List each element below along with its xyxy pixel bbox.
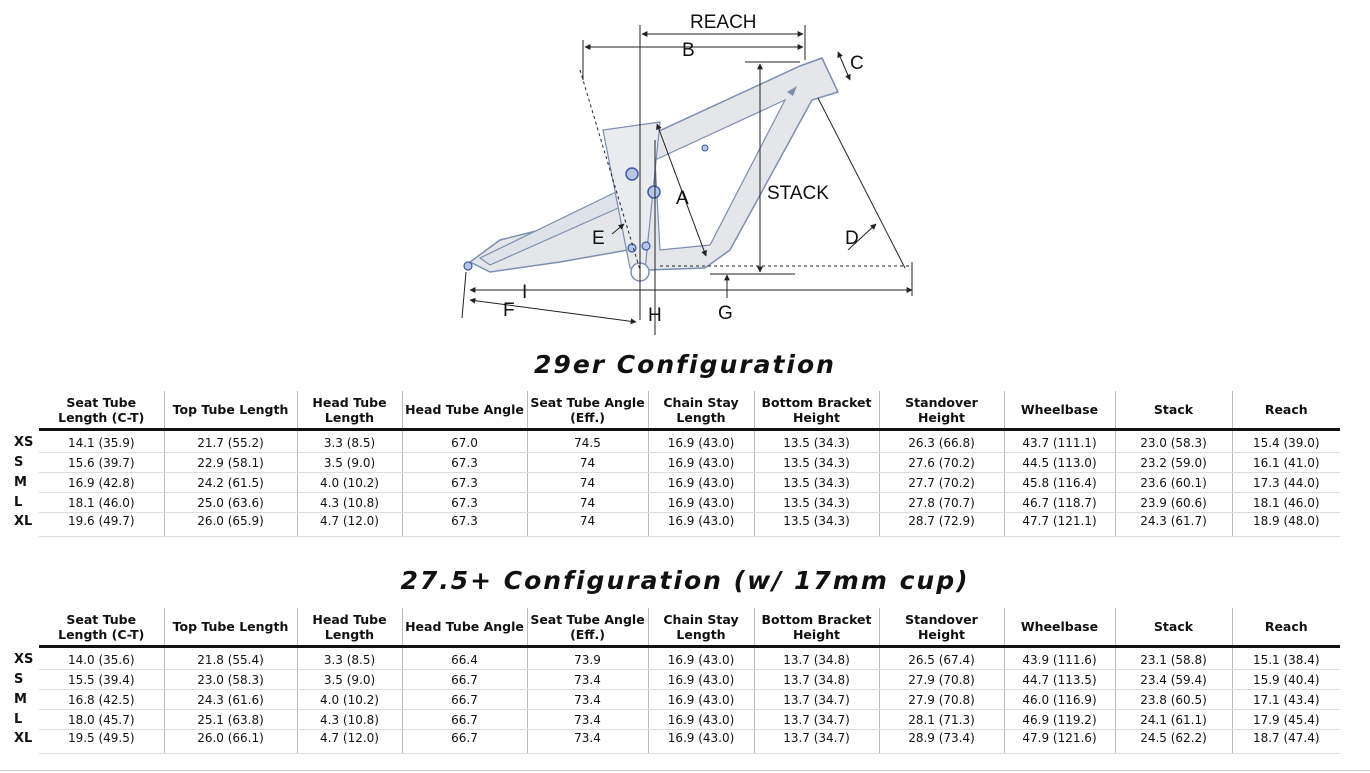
table-cell: 74 [527, 493, 648, 513]
table-cell: 67.0 [402, 430, 527, 453]
size-label: S [14, 672, 24, 687]
table-cell: 22.9 (58.1) [164, 453, 297, 473]
table-cell: 13.5 (34.3) [754, 473, 879, 493]
table-cell: 15.1 (38.4) [1232, 647, 1340, 670]
table-cell: 13.5 (34.3) [754, 430, 879, 453]
table-cell: 27.8 (70.7) [879, 493, 1004, 513]
table-cell: 46.9 (119.2) [1004, 710, 1115, 730]
table-cell: 26.0 (65.9) [164, 513, 297, 537]
config-title-29er: 29er Configuration [534, 350, 836, 379]
table-cell: 16.9 (43.0) [648, 730, 754, 754]
table-cell: 16.9 (43.0) [648, 670, 754, 690]
table-row [10, 690, 1340, 710]
col-header: Stack [1115, 608, 1232, 647]
table-cell: 4.3 (10.8) [297, 710, 402, 730]
table-cell: 16.9 (42.8) [39, 473, 164, 493]
table-cell: 23.8 (60.5) [1115, 690, 1232, 710]
table-cell: 16.9 (43.0) [648, 430, 754, 453]
table-cell: 13.7 (34.7) [754, 690, 879, 710]
table-cell: 67.3 [402, 493, 527, 513]
table-cell: 13.7 (34.8) [754, 647, 879, 670]
col-header: Stack [1115, 391, 1232, 430]
table-cell: 43.9 (111.6) [1004, 647, 1115, 670]
table-cell: 13.7 (34.7) [754, 730, 879, 754]
table-cell: 66.7 [402, 670, 527, 690]
size-label: XL [14, 513, 33, 529]
label-h: H [648, 305, 662, 326]
table-cell: 16.9 (43.0) [648, 647, 754, 670]
table-cell: 16.9 (43.0) [648, 493, 754, 513]
table-cell: 25.1 (63.8) [164, 710, 297, 730]
table-cell: 47.9 (121.6) [1004, 730, 1115, 754]
table-cell: 19.5 (49.5) [39, 730, 164, 754]
col-header: Head Tube Length [297, 391, 402, 430]
label-i: I [522, 282, 528, 303]
frame-geometry-diagram [440, 0, 940, 345]
table-cell: 14.1 (35.9) [39, 430, 164, 453]
table-cell: 3.3 (8.5) [297, 430, 402, 453]
config-title-27-5-plus: 27.5+ Configuration (w/ 17mm cup) [400, 566, 970, 595]
table-cell: 3.5 (9.0) [297, 670, 402, 690]
table-cell: 45.8 (116.4) [1004, 473, 1115, 493]
table-header-row [10, 608, 1340, 647]
table-cell: 23.2 (59.0) [1115, 453, 1232, 473]
table-cell: 13.5 (34.3) [754, 493, 879, 513]
table-cell: 21.7 (55.2) [164, 430, 297, 453]
col-header: Chain Stay Length [648, 391, 754, 430]
table-cell: 15.4 (39.0) [1232, 430, 1340, 453]
table-cell: 27.6 (70.2) [879, 453, 1004, 473]
size-label: XS [14, 434, 34, 450]
table-cell: 18.1 (46.0) [1232, 493, 1340, 513]
table-cell: 74.5 [527, 430, 648, 453]
table-cell: 67.3 [402, 473, 527, 493]
col-header: Seat Tube Length (C-T) [39, 391, 164, 430]
table-row [10, 493, 1340, 513]
size-header [10, 608, 39, 647]
table-cell: 47.7 (121.1) [1004, 513, 1115, 537]
table-row [10, 473, 1340, 493]
col-header: Chain Stay Length [648, 608, 754, 647]
table-cell: 67.3 [402, 513, 527, 537]
label-b: B [682, 40, 695, 61]
table-cell: 26.5 (67.4) [879, 647, 1004, 670]
table-cell: 16.9 (43.0) [648, 453, 754, 473]
table-cell: 66.7 [402, 730, 527, 754]
label-f: F [503, 300, 515, 321]
label-d: D [845, 228, 859, 249]
table-cell: 44.5 (113.0) [1004, 453, 1115, 473]
table-cell: 73.4 [527, 730, 648, 754]
size-label: L [14, 712, 23, 727]
col-header: Standover Height [879, 391, 1004, 430]
table-cell: 27.7 (70.2) [879, 473, 1004, 493]
table-cell: 66.7 [402, 710, 527, 730]
table-cell: 15.9 (40.4) [1232, 670, 1340, 690]
table-cell: 13.7 (34.8) [754, 670, 879, 690]
table-cell: 23.0 (58.3) [1115, 430, 1232, 453]
table-cell: 16.9 (43.0) [648, 710, 754, 730]
table-cell: 15.5 (39.4) [39, 670, 164, 690]
table-cell: 4.3 (10.8) [297, 493, 402, 513]
size-label: XL [14, 730, 33, 746]
label-reach: REACH [690, 12, 757, 33]
table-cell: 74 [527, 513, 648, 537]
size-label: XS [14, 651, 34, 667]
table-row [10, 670, 1340, 690]
table-cell: 3.3 (8.5) [297, 647, 402, 670]
geometry-table-27-5-plus [10, 608, 1340, 754]
table-row [10, 430, 1340, 453]
table-row [10, 513, 1340, 537]
bike-frame [464, 58, 838, 281]
table-cell: 13.7 (34.7) [754, 710, 879, 730]
col-header: Reach [1232, 608, 1340, 647]
table-cell: 73.4 [527, 710, 648, 730]
table-cell: 3.5 (9.0) [297, 453, 402, 473]
col-header: Head Tube Angle [402, 391, 527, 430]
table-cell: 24.5 (62.2) [1115, 730, 1232, 754]
col-header: Wheelbase [1004, 391, 1115, 430]
size-label: M [14, 692, 27, 707]
label-c: C [850, 53, 864, 74]
label-g: G [718, 303, 733, 324]
table-cell: 66.4 [402, 647, 527, 670]
table-cell: 4.0 (10.2) [297, 690, 402, 710]
table-cell: 15.6 (39.7) [39, 453, 164, 473]
table-cell: 19.6 (49.7) [39, 513, 164, 537]
table-row [10, 647, 1340, 670]
table-cell: 73.4 [527, 670, 648, 690]
table-cell: 46.0 (116.9) [1004, 690, 1115, 710]
table-cell: 18.9 (48.0) [1232, 513, 1340, 537]
size-header [10, 391, 39, 430]
col-header: Seat Tube Angle (Eff.) [527, 391, 648, 430]
table-cell: 4.7 (12.0) [297, 730, 402, 754]
table-cell: 24.3 (61.6) [164, 690, 297, 710]
page-divider [0, 770, 1370, 771]
col-header: Standover Height [879, 608, 1004, 647]
geometry-table-29er [10, 391, 1340, 537]
table-cell: 24.2 (61.5) [164, 473, 297, 493]
table-cell: 17.3 (44.0) [1232, 473, 1340, 493]
table-cell: 16.9 (43.0) [648, 690, 754, 710]
table-cell: 25.0 (63.6) [164, 493, 297, 513]
table-cell: 16.8 (42.5) [39, 690, 164, 710]
col-header: Reach [1232, 391, 1340, 430]
table-cell: 16.9 (43.0) [648, 473, 754, 493]
table-cell: 27.9 (70.8) [879, 690, 1004, 710]
col-header: Seat Tube Angle (Eff.) [527, 608, 648, 647]
col-header: Head Tube Angle [402, 608, 527, 647]
table-cell: 46.7 (118.7) [1004, 493, 1115, 513]
table-cell: 18.1 (46.0) [39, 493, 164, 513]
table-cell: 16.9 (43.0) [648, 513, 754, 537]
table-cell: 18.0 (45.7) [39, 710, 164, 730]
table-cell: 23.4 (59.4) [1115, 670, 1232, 690]
col-header: Top Tube Length [164, 608, 297, 647]
table-cell: 23.1 (58.8) [1115, 647, 1232, 670]
col-header: Bottom Bracket Height [754, 608, 879, 647]
table-cell: 24.3 (61.7) [1115, 513, 1232, 537]
table-cell: 4.7 (12.0) [297, 513, 402, 537]
table-row [10, 730, 1340, 754]
table-cell: 74 [527, 473, 648, 493]
table-cell: 18.7 (47.4) [1232, 730, 1340, 754]
table-cell: 43.7 (111.1) [1004, 430, 1115, 453]
label-e: E [592, 228, 605, 249]
size-label: L [14, 495, 23, 510]
size-label: M [14, 475, 27, 490]
table-cell: 13.5 (34.3) [754, 513, 879, 537]
table-cell: 67.3 [402, 453, 527, 473]
table-cell: 16.1 (41.0) [1232, 453, 1340, 473]
table-cell: 28.7 (72.9) [879, 513, 1004, 537]
table-cell: 66.7 [402, 690, 527, 710]
table-cell: 27.9 (70.8) [879, 670, 1004, 690]
size-label: S [14, 455, 24, 470]
label-stack: STACK [767, 183, 829, 204]
table-cell: 4.0 (10.2) [297, 473, 402, 493]
table-cell: 73.9 [527, 647, 648, 670]
table-cell: 44.7 (113.5) [1004, 670, 1115, 690]
table-cell: 26.0 (66.1) [164, 730, 297, 754]
table-cell: 21.8 (55.4) [164, 647, 297, 670]
table-cell: 74 [527, 453, 648, 473]
table-row [10, 453, 1340, 473]
table-row [10, 710, 1340, 730]
table-cell: 24.1 (61.1) [1115, 710, 1232, 730]
col-header: Head Tube Length [297, 608, 402, 647]
table-cell: 17.9 (45.4) [1232, 710, 1340, 730]
table-cell: 23.6 (60.1) [1115, 473, 1232, 493]
col-header: Wheelbase [1004, 608, 1115, 647]
table-cell: 13.5 (34.3) [754, 453, 879, 473]
col-header: Bottom Bracket Height [754, 391, 879, 430]
col-header: Seat Tube Length (C-T) [39, 608, 164, 647]
table-cell: 28.1 (71.3) [879, 710, 1004, 730]
table-header-row [10, 391, 1340, 430]
table-cell: 23.0 (58.3) [164, 670, 297, 690]
table-cell: 28.9 (73.4) [879, 730, 1004, 754]
table-cell: 17.1 (43.4) [1232, 690, 1340, 710]
table-cell: 73.4 [527, 690, 648, 710]
table-cell: 14.0 (35.6) [39, 647, 164, 670]
table-cell: 26.3 (66.8) [879, 430, 1004, 453]
col-header: Top Tube Length [164, 391, 297, 430]
label-a: A [676, 188, 689, 209]
table-cell: 23.9 (60.6) [1115, 493, 1232, 513]
